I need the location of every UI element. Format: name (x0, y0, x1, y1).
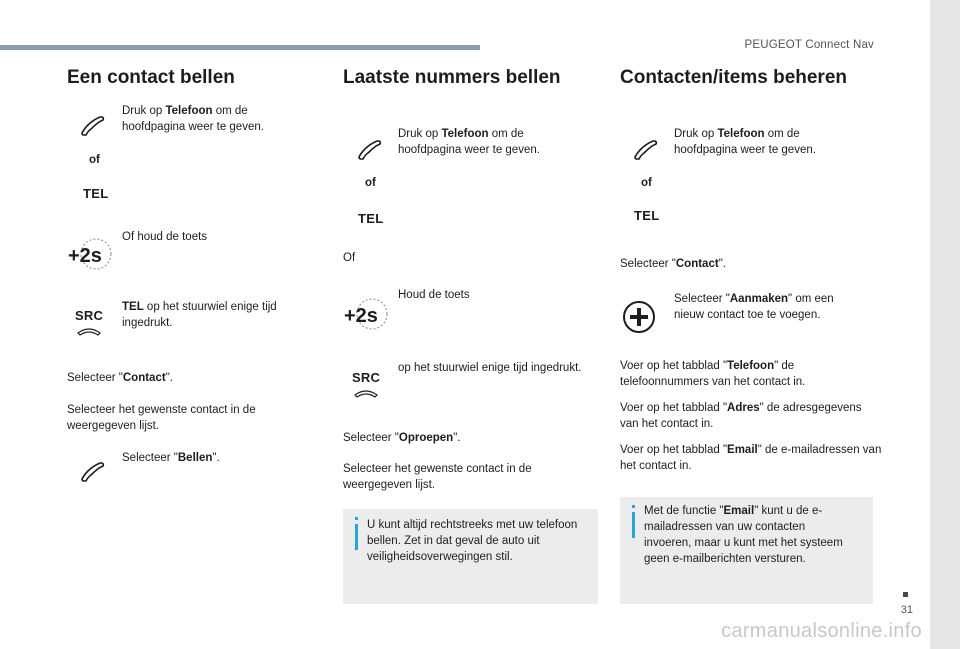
phone-icon (357, 140, 383, 165)
col1-tel-steering: TEL op het stuurwiel enige tijd ingedrukt. (122, 301, 277, 329)
col2-step-telefoon: Druk op Telefoon om de hoofdpagina weer te geven. (398, 128, 540, 156)
col2-select-oproepen: Selecteer "Oproepen". (343, 432, 461, 444)
add-icon (622, 300, 656, 339)
hold-badge-text: +2s (68, 245, 102, 267)
col1-select-bellen: Selecteer "Bellen". (122, 452, 220, 464)
col3-tab-telefoon: Voer op het tabblad "Telefoon" de telefoonnummers van het contact in. (620, 360, 806, 388)
col2-steering-hold: op het stuurwiel enige tijd ingedrukt. (398, 362, 582, 374)
col2-or-text: Of (343, 252, 356, 264)
col1-step-telefoon: Druk op Telefoon om de hoofdpagina weer te geven. (122, 105, 264, 133)
col1-or-label: of (89, 154, 100, 166)
col2-tel-label: TEL (358, 211, 384, 226)
phone-icon (80, 462, 106, 487)
src-label: SRC (75, 308, 104, 323)
info-marker (632, 512, 635, 538)
col3-tab-email: Voer op het tabblad "Email" de e-mailadressen van het contact in. (620, 444, 882, 472)
hold-2s-icon (68, 236, 114, 277)
watermark: carmanualsonline.info (721, 620, 922, 642)
col2-info-text: U kunt altijd rechtstreeks met uw telefoon bellen. Zet in dat geval de auto uit veiligheidsoverwegingen stil. (367, 519, 578, 563)
col1-select-contact: Selecteer "Contact". (67, 372, 173, 384)
col2-hold-key: Houd de toets (398, 289, 470, 301)
col3-info-text: Met de functie "Email" kunt u de e-mailadressen van uw contacten invoeren, maar u kunt met het systeem geen e-mailberichten versturen. (644, 505, 843, 565)
hold-2s-icon (344, 296, 390, 337)
info-marker (355, 524, 358, 550)
col1-title: Een contact bellen (67, 67, 235, 88)
col3-tel-label: TEL (634, 208, 660, 223)
col1-select-contact-list: Selecteer het gewenste contact in de weergegeven lijst. (67, 404, 256, 432)
col2-select-contact-list: Selecteer het gewenste contact in de weergegeven lijst. (343, 463, 532, 491)
col2-or-label: of (365, 177, 376, 189)
page-edge-strip (930, 0, 960, 649)
src-button-icon (352, 370, 382, 403)
col3-title: Contacten/items beheren (620, 67, 847, 88)
col3-step-telefoon: Druk op Telefoon om de hoofdpagina weer te geven. (674, 128, 816, 156)
col3-info-box (620, 497, 873, 604)
col3-tab-adres: Voer op het tabblad "Adres" de adresgegevens van het contact in. (620, 402, 862, 430)
col3-or-label: of (641, 177, 652, 189)
phone-icon (633, 140, 659, 165)
col3-select-contact: Selecteer "Contact". (620, 258, 726, 270)
src-label: SRC (352, 370, 381, 385)
page-number: 31 (900, 604, 913, 616)
brand-label: PEUGEOT Connect Nav (744, 39, 874, 51)
header-rule (0, 45, 480, 50)
col1-tel-label: TEL (83, 186, 109, 201)
col2-info-box (343, 509, 598, 604)
phone-icon (80, 116, 106, 141)
col2-title: Laatste nummers bellen (343, 67, 561, 88)
hold-badge-text: +2s (344, 305, 378, 327)
page-bullet (903, 592, 908, 597)
col3-select-aanmaken: Selecteer "Aanmaken" om een nieuw contact toe te voegen. (674, 293, 834, 321)
src-button-icon (75, 308, 105, 341)
col1-hold-key: Of houd de toets (122, 231, 208, 243)
